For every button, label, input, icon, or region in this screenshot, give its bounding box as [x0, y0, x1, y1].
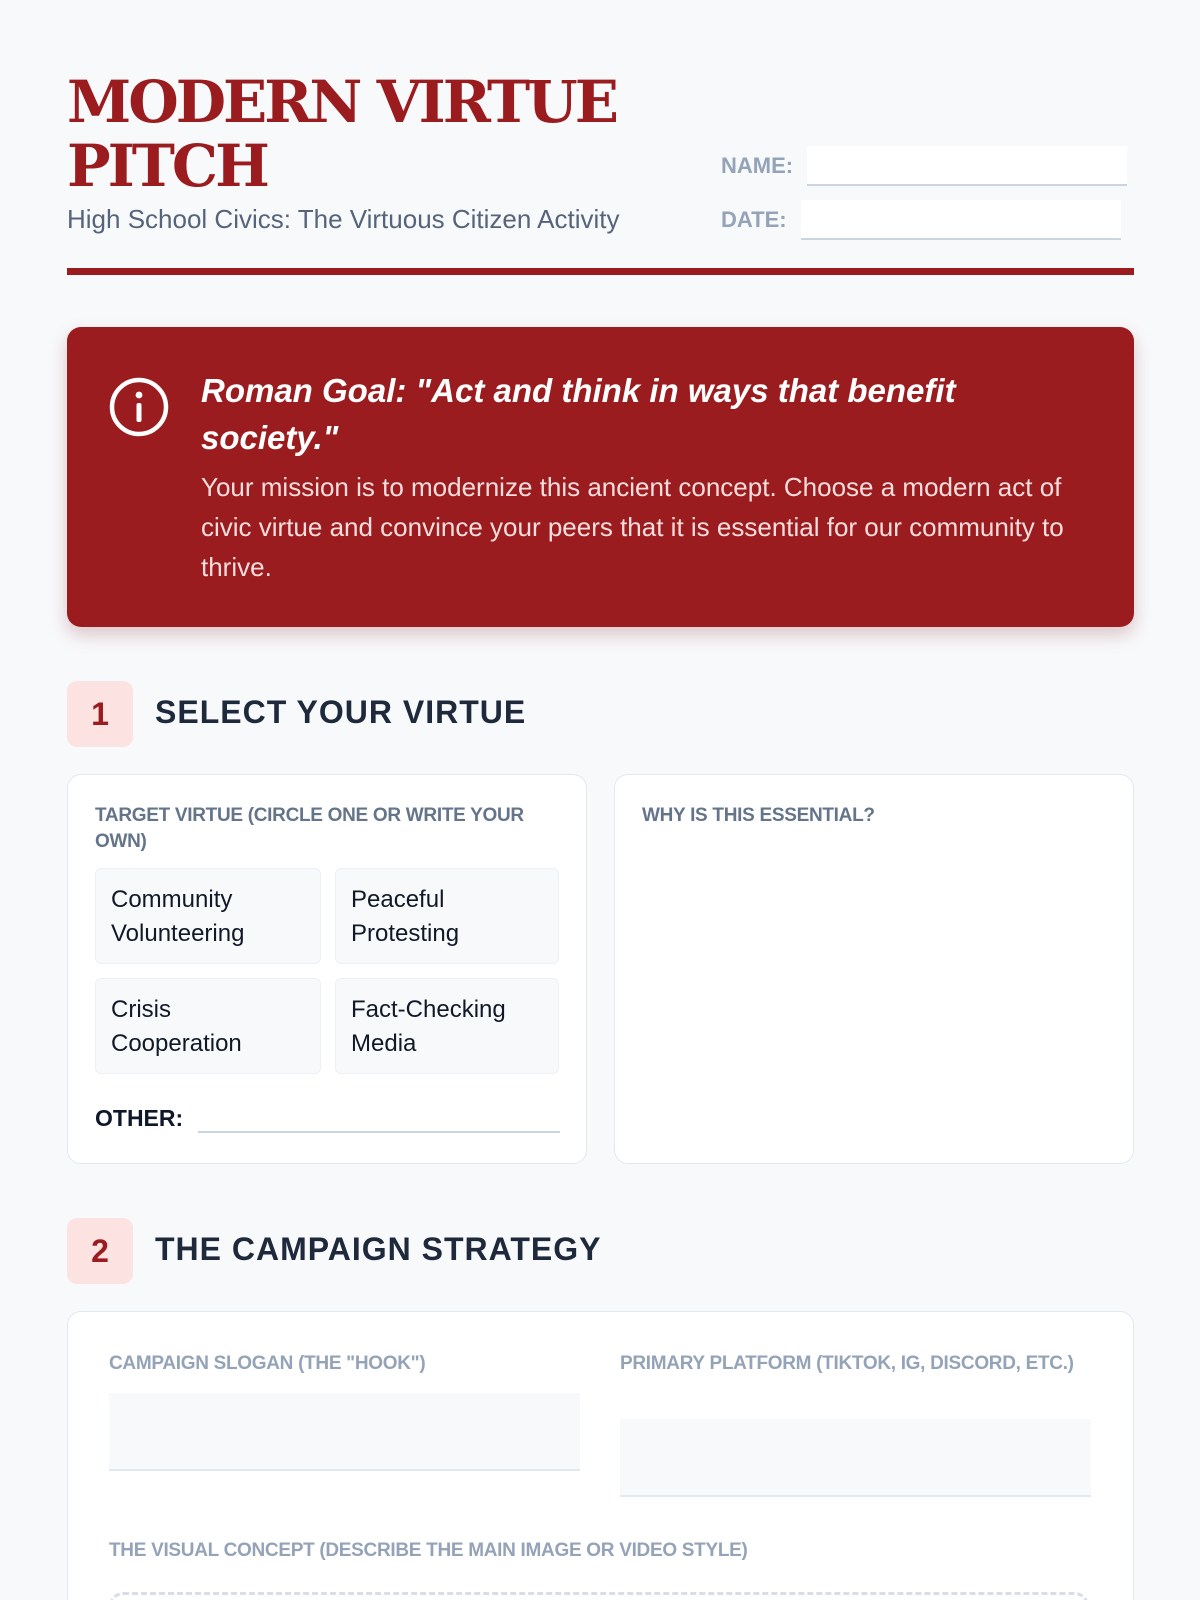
- page-subtitle: High School Civics: The Virtuous Citizen Activity: [67, 204, 620, 234]
- step-2-title: THE CAMPAIGN STRATEGY: [155, 1231, 602, 1267]
- virtue-option-community-volunteering[interactable]: Community Volunteering: [95, 868, 321, 964]
- step-1-title: SELECT YOUR VIRTUE: [155, 694, 527, 730]
- date-label: DATE:: [721, 207, 787, 232]
- name-field-row: [721, 146, 1127, 186]
- mission-text: Your mission is to modernize this ancient concept. Choose a modern act of civic virtue and convince your peers that it is essential for our community to thrive.: [201, 472, 1064, 582]
- page-title: MODERN VIRTUE PITCH: [67, 68, 616, 200]
- name-input[interactable]: [807, 146, 1127, 186]
- target-virtue-label: TARGET VIRTUE (CIRCLE ONE OR WRITE YOUR OWN): [95, 805, 524, 852]
- why-essential-label: WHY IS THIS ESSENTIAL?: [642, 805, 875, 826]
- slogan-label: CAMPAIGN SLOGAN (THE "HOOK"): [109, 1353, 426, 1374]
- slogan-input[interactable]: [109, 1393, 580, 1471]
- other-label: OTHER:: [95, 1105, 184, 1131]
- info-circle-icon: [109, 377, 169, 437]
- virtue-selection-card: [67, 774, 587, 1164]
- step-2-badge: 2: [67, 1218, 133, 1284]
- visual-concept-box[interactable]: [109, 1592, 1089, 1600]
- worksheet-header: [67, 70, 1134, 275]
- mission-quote: Roman Goal: "Act and think in ways that benefit society.": [201, 372, 956, 456]
- other-input[interactable]: [198, 1131, 560, 1133]
- why-essential-card[interactable]: [614, 774, 1134, 1164]
- virtue-options-grid: [95, 868, 559, 1074]
- step-1-badge: 1: [67, 681, 133, 747]
- virtue-option-fact-checking-media[interactable]: Fact-Checking Media: [335, 978, 559, 1074]
- platform-input[interactable]: [620, 1419, 1091, 1497]
- campaign-strategy-card: [67, 1311, 1134, 1600]
- virtue-option-peaceful-protesting[interactable]: Peaceful Protesting: [335, 868, 559, 964]
- date-field-row: [721, 200, 1121, 240]
- platform-label: PRIMARY PLATFORM (TIKTOK, IG, DISCORD, ETC.): [620, 1353, 1074, 1374]
- date-input[interactable]: [801, 200, 1121, 240]
- virtue-option-crisis-cooperation[interactable]: Crisis Cooperation: [95, 978, 321, 1074]
- mission-callout: [67, 327, 1134, 627]
- name-label: NAME:: [721, 153, 794, 178]
- visual-concept-label: THE VISUAL CONCEPT (DESCRIBE THE MAIN IMAGE OR VIDEO STYLE): [109, 1540, 748, 1561]
